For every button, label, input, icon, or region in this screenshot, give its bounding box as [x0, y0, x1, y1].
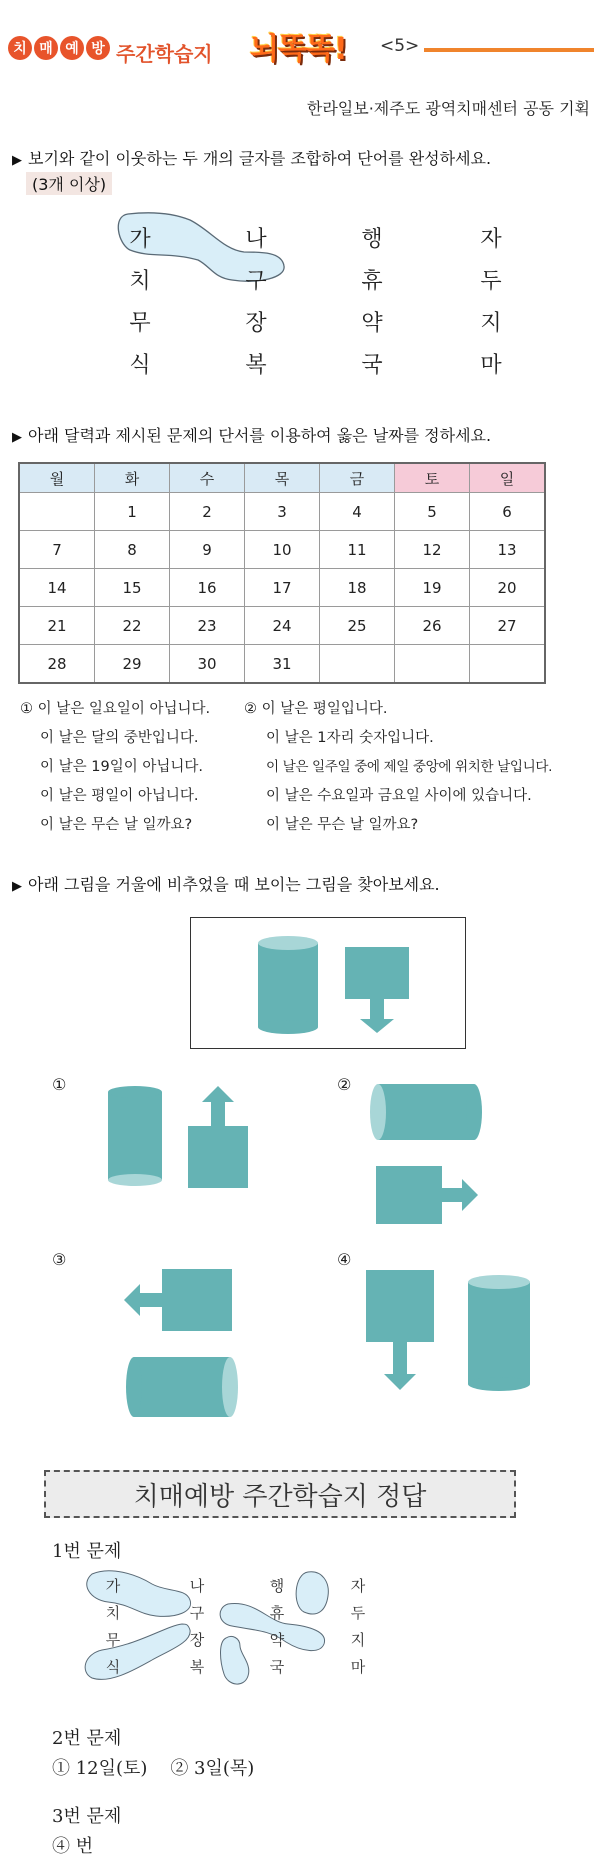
answer-3-text: ④ 번	[52, 1836, 94, 1857]
calendar-cell: 8	[95, 531, 170, 569]
grid-letter: 구	[189, 1604, 205, 1622]
triangle-bullet-icon: ▶	[12, 879, 22, 894]
grid-letter: 가	[105, 1577, 121, 1595]
clue-b: 이 날은 일주일 중에 제일 중앙에 위치한 날입니다.	[266, 759, 552, 775]
calendar-cell: 15	[95, 569, 170, 607]
grid-letter: 나	[189, 1577, 205, 1595]
grid-letter: 휴	[269, 1604, 285, 1622]
clue-a: 이 날은 평일이 아닙니다.	[40, 788, 199, 804]
grid-letter: 장	[189, 1631, 205, 1649]
clue-b: 이 날은 1자리 숫자입니다.	[266, 730, 434, 746]
calendar-cell	[320, 645, 395, 684]
calendar-cell: 3	[245, 493, 320, 531]
answer-1-heading: 1번 문제	[52, 1541, 122, 1562]
grid-letter: 장	[245, 311, 267, 336]
calendar-cell: 23	[170, 607, 245, 645]
day-header: 화	[95, 463, 170, 493]
option-2-label: ②	[337, 1075, 352, 1094]
clue-a: 이 날은 19일이 아닙니다.	[40, 759, 203, 775]
cylinder-shape	[468, 1275, 530, 1391]
grid-letter: 식	[105, 1658, 121, 1676]
clue-b: 이 날은 수요일과 금요일 사이에 있습니다.	[266, 788, 532, 804]
header-pill-1: 치	[8, 36, 32, 60]
calendar-cell: 7	[19, 531, 95, 569]
day-header: 금	[320, 463, 395, 493]
triangle-bullet-icon: ▶	[12, 153, 22, 168]
clue-a: 이 날은 달의 중반입니다.	[40, 730, 199, 746]
option-1-label: ①	[52, 1075, 67, 1094]
grid-letter: 약	[361, 311, 383, 336]
header-pill-4: 방	[86, 36, 110, 60]
q2-instruction: ▶ 아래 달력과 제시된 문제의 단서를 이용하여 옳은 날짜를 정하세요.	[12, 426, 492, 445]
triangle-bullet-icon: ▶	[12, 430, 22, 445]
header-pill-2: 매	[34, 36, 58, 60]
header-title: 주간학습지	[116, 42, 213, 66]
q3-instruction: ▶ 아래 그림을 거울에 비추었을 때 보이는 그림을 찾아보세요.	[12, 875, 440, 894]
calendar-cell: 12	[395, 531, 470, 569]
calendar-cell: 4	[320, 493, 395, 531]
calendar-cell: 27	[470, 607, 546, 645]
grid-letter: 마	[350, 1658, 366, 1676]
square-arrow-down-shape	[345, 947, 409, 1033]
grid-letter: 행	[269, 1577, 285, 1595]
grid-letter: 두	[350, 1604, 366, 1622]
q1-instruction-note: (3개 이상)	[26, 172, 112, 195]
grid-letter: 휴	[361, 269, 383, 294]
calendar-cell: 1	[95, 493, 170, 531]
calendar-week	[19, 531, 545, 569]
header-rule	[424, 48, 594, 52]
day-header: 월	[19, 463, 95, 493]
issue-number: <5>	[380, 36, 420, 56]
calendar-cell	[470, 645, 546, 684]
calendar-cell: 11	[320, 531, 395, 569]
grid-letter: 무	[129, 311, 151, 336]
grid-letter: 식	[129, 353, 151, 378]
calendar-cell: 29	[95, 645, 170, 684]
calendar-table	[18, 462, 546, 684]
calendar-cell: 24	[245, 607, 320, 645]
grid-letter: 국	[361, 353, 383, 378]
calendar-week	[19, 645, 545, 684]
calendar-cell: 21	[19, 607, 95, 645]
calendar-header-row	[19, 463, 545, 493]
option-3-figure[interactable]	[120, 1255, 250, 1425]
calendar-cell: 31	[245, 645, 320, 684]
square-arrow-right-shape	[376, 1166, 478, 1224]
calendar-cell: 10	[245, 531, 320, 569]
q3-original-shapes	[190, 917, 466, 1049]
square-arrow-left-shape	[124, 1269, 232, 1331]
cylinder-shape	[108, 1086, 162, 1186]
answer-2-text: ① 12일(토) ② 3일(목)	[52, 1758, 255, 1779]
grid-letter: 국	[269, 1658, 285, 1676]
calendar-cell: 9	[170, 531, 245, 569]
calendar-cell: 20	[470, 569, 546, 607]
calendar-cell: 17	[245, 569, 320, 607]
day-header: 목	[245, 463, 320, 493]
grid-letter: 가	[129, 227, 151, 252]
day-header: 수	[170, 463, 245, 493]
clue-a: 이 날은 무슨 날 일까요?	[40, 817, 193, 833]
option-1-figure[interactable]	[100, 1080, 260, 1200]
grid-letter: 구	[245, 269, 267, 294]
calendar-cell: 6	[470, 493, 546, 531]
day-header-weekend: 일	[470, 463, 546, 493]
calendar-cell: 5	[395, 493, 470, 531]
calendar-cell: 22	[95, 607, 170, 645]
option-3-label: ③	[52, 1250, 67, 1269]
square-arrow-down-shape	[366, 1270, 434, 1390]
grid-letter: 두	[480, 269, 502, 294]
q1-example-highlight	[0, 200, 600, 380]
option-4-figure[interactable]	[360, 1262, 540, 1402]
option-4-label: ④	[337, 1250, 352, 1269]
option-2-figure[interactable]	[370, 1080, 500, 1230]
calendar-cell: 19	[395, 569, 470, 607]
calendar-cell	[395, 645, 470, 684]
grid-letter: 나	[245, 227, 267, 252]
calendar-cell: 14	[19, 569, 95, 607]
grid-letter: 자	[350, 1577, 366, 1595]
header-pill-3: 예	[60, 36, 84, 60]
grid-letter: 약	[269, 1631, 285, 1649]
grid-letter: 마	[480, 353, 502, 378]
calendar-week	[19, 569, 545, 607]
grid-letter: 치	[105, 1604, 121, 1622]
day-header-weekend: 토	[395, 463, 470, 493]
sponsor-text: 한라일보·제주도 광역치매센터 공동 기획	[306, 99, 590, 118]
answer-banner: 치매예방 주간학습지 정답	[44, 1470, 516, 1518]
calendar-cell: 2	[170, 493, 245, 531]
calendar-cell: 25	[320, 607, 395, 645]
calendar-cell: 16	[170, 569, 245, 607]
grid-letter: 행	[361, 227, 383, 252]
calendar-cell: 18	[320, 569, 395, 607]
grid-letter: 복	[245, 353, 267, 378]
grid-letter: 자	[480, 227, 502, 252]
q1-instruction: ▶ 보기와 같이 이웃하는 두 개의 글자를 조합하여 단어를 완성하세요.	[12, 149, 492, 168]
grid-letter: 복	[189, 1658, 205, 1676]
cylinder-horizontal-shape	[126, 1357, 238, 1417]
answer-2-heading: 2번 문제	[52, 1728, 122, 1749]
calendar-cell: 30	[170, 645, 245, 684]
calendar-cell: 28	[19, 645, 95, 684]
grid-letter: 지	[480, 311, 502, 336]
cylinder-shape	[258, 936, 318, 1034]
answer-3-heading: 3번 문제	[52, 1806, 122, 1827]
clue-b: 이 날은 무슨 날 일까요?	[266, 817, 419, 833]
calendar-cell: 13	[470, 531, 546, 569]
calendar-cell	[19, 493, 95, 531]
grid-letter: 지	[350, 1631, 366, 1649]
grid-letter: 치	[129, 269, 151, 294]
cylinder-horizontal-shape	[370, 1084, 482, 1140]
brand-logo: 뇌똑똑!	[250, 32, 347, 67]
clue-a: ① 이 날은 일요일이 아닙니다.	[20, 701, 211, 717]
calendar-cell: 26	[395, 607, 470, 645]
clue-b: ② 이 날은 평일입니다.	[244, 701, 388, 717]
calendar-week	[19, 607, 545, 645]
grid-letter: 무	[105, 1631, 121, 1649]
square-arrow-up-shape	[188, 1086, 248, 1188]
calendar-week	[19, 493, 545, 531]
